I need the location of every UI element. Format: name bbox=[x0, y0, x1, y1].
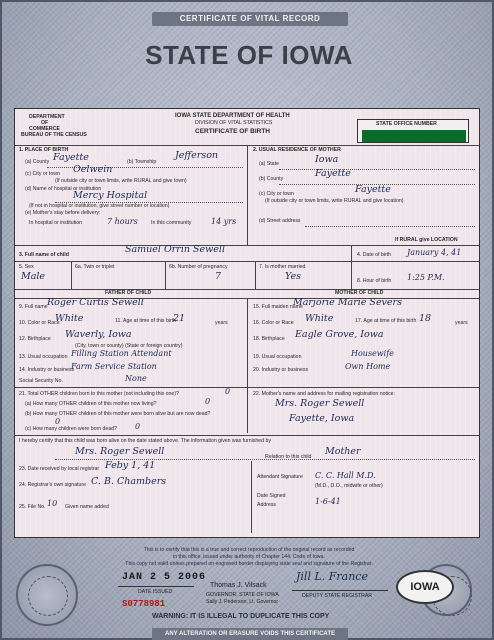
mother-industry: Own Home bbox=[345, 362, 391, 371]
informant-name: Mrs. Roger Sewell bbox=[75, 446, 165, 457]
birth-city-label: (c) City or town bbox=[25, 171, 60, 177]
iowa-badge: IOWA bbox=[396, 570, 454, 604]
in-hospital-value: 7 hours bbox=[107, 217, 138, 226]
mother-occupation: Housewife bbox=[351, 349, 394, 358]
dept-line-4: BUREAU OF THE CENSUS bbox=[21, 132, 87, 138]
stay-label: (e) Mother's stay before delivery: bbox=[25, 210, 101, 216]
document-title: CERTIFICATE OF BIRTH bbox=[195, 128, 270, 135]
attendant-label: Attendant Signature bbox=[257, 474, 303, 480]
file-number-label: 25. File No. bbox=[19, 504, 46, 510]
division-name: DIVISION OF VITAL STATISTICS bbox=[195, 120, 273, 126]
mother-name: Marjorie Marie Severs bbox=[293, 297, 402, 308]
date-issued-label: DATE ISSUED bbox=[138, 589, 173, 595]
father-birthplace-note: (City, town or county) (State or foreign country) bbox=[75, 343, 183, 349]
date-signed-label: Date Signed bbox=[257, 493, 286, 499]
father-industry: Farm Service Station bbox=[71, 362, 157, 371]
mother-age-label: 17. Age at time of this birth bbox=[355, 318, 417, 324]
in-community-label: In this community bbox=[151, 220, 192, 226]
child-name-label: 3. Full name of child bbox=[19, 252, 69, 258]
footer-line-3: This copy not valid unless prepared on engraved border displaying state seal and signature of the Registrar. bbox=[125, 561, 373, 567]
mother-age-unit: years bbox=[455, 320, 468, 326]
birth-date: January 4, 41 bbox=[407, 248, 462, 257]
children-total: 0 bbox=[225, 387, 231, 396]
place-of-birth-label: 1. PLACE OF BIRTH bbox=[19, 147, 69, 153]
pregnancy-order: 7 bbox=[215, 271, 222, 282]
mother-color: White bbox=[305, 313, 334, 324]
serial-number: S0778981 bbox=[122, 599, 166, 609]
county-label: (a) County bbox=[25, 159, 50, 165]
father-color-label: 10. Color or Race bbox=[19, 320, 60, 326]
given-name-label: Given name added bbox=[65, 504, 109, 510]
registrar-date-label: 23. Date received by local registrar bbox=[19, 466, 100, 472]
date-issued-stamp: JAN 2 5 2006 bbox=[122, 572, 207, 583]
father-ssn: None bbox=[125, 374, 147, 383]
children-dead-label: (b) How many OTHER children of this mother were born alive but are now dead? bbox=[25, 411, 211, 417]
residence-state-label: (a) State bbox=[259, 161, 279, 167]
mother-name-label: 15. Full maiden name bbox=[253, 304, 303, 310]
footer-line-2: in this office, issued under authority of Chapter 144, Code of Iowa. bbox=[173, 554, 325, 560]
certify-text: I hereby certify that this child was born alive on the date stated above. The information given was furnished by bbox=[19, 438, 271, 444]
stillborn: 0 bbox=[135, 422, 141, 431]
registrar-signature-label: 24. Registrar's own signature bbox=[19, 482, 87, 488]
lt-governor: Sally J. Pederson, Lt. Governor bbox=[206, 599, 279, 605]
mailing-line-1: Mrs. Roger Sewell bbox=[275, 398, 365, 409]
governor-title: GOVERNOR, STATE OF IOWA bbox=[206, 592, 279, 598]
father-birthplace: Waverly, Iowa bbox=[65, 329, 132, 340]
state-office-number-label: STATE OFFICE NUMBER bbox=[376, 121, 437, 127]
stillborn-label: (c) How many children were born dead? bbox=[25, 426, 117, 432]
attendant-note: (M.D., D.O., midwife or other) bbox=[315, 483, 383, 489]
attendant-address: 1-6-41 bbox=[315, 497, 341, 506]
pregnancy-order-label: 6b. Number of pregnancy bbox=[169, 264, 228, 270]
usual-residence-label: 2. USUAL RESIDENCE OF MOTHER bbox=[253, 147, 341, 153]
birth-township: Jefferson bbox=[175, 150, 219, 161]
mother-married-label: 7. Is mother married bbox=[259, 264, 306, 270]
father-age: 21 bbox=[173, 313, 186, 324]
state-title: STATE OF IOWA bbox=[145, 40, 353, 70]
mother-industry-label: 20. Industry or business bbox=[253, 367, 309, 373]
father-occupation-label: 13. Usual occupation bbox=[19, 354, 68, 360]
mother-birthplace: Eagle Grove, Iowa bbox=[295, 329, 384, 340]
rural-note: If RURAL give LOCATION bbox=[395, 237, 458, 243]
residence-county: Fayette bbox=[315, 168, 351, 179]
redaction-bar bbox=[362, 130, 466, 142]
birth-county: Fayette bbox=[53, 152, 89, 163]
state-seal-left bbox=[16, 564, 78, 626]
child-name: Samuel Orrin Sewell bbox=[125, 244, 225, 255]
registrar-title: DEPUTY STATE REGISTRAR bbox=[302, 593, 373, 599]
hospital-name: Mercy Hospital bbox=[73, 190, 148, 201]
in-community-value: 14 yrs bbox=[211, 217, 237, 226]
hospital-label: (d) Name of hospital or institution bbox=[25, 186, 102, 192]
father-ssn-label: Social Security No. bbox=[19, 378, 63, 384]
street-address-label: (d) Street address bbox=[259, 218, 301, 224]
warning-text: WARNING: IT IS ILLEGAL TO DUPLICATE THIS COPY bbox=[152, 613, 330, 620]
children-dead: 0 bbox=[55, 417, 61, 426]
hour-label: 8. Hour of birth bbox=[357, 278, 392, 284]
top-banner: CERTIFICATE OF VITAL RECORD bbox=[152, 12, 348, 26]
file-number: 10 bbox=[47, 499, 58, 508]
dept-line-1: DEPARTMENT bbox=[29, 114, 65, 120]
birth-hour: 1:25 P.M. bbox=[407, 273, 445, 282]
address-label: Address bbox=[257, 502, 277, 508]
dept-line-3: COMMERCE bbox=[29, 126, 60, 132]
mother-married: Yes bbox=[285, 271, 301, 282]
mother-section: MOTHER OF CHILD bbox=[335, 290, 384, 296]
relation-label: Relation to this child bbox=[265, 454, 312, 460]
footer-line-1: This is to certify that this is a true and correct reproduction of the original record as recorded bbox=[143, 547, 355, 553]
registrar-date: Feby 1, 41 bbox=[105, 460, 156, 471]
bottom-banner: ANY ALTERATION OR ERASURE VOIDS THIS CERTIFICATE bbox=[152, 628, 348, 640]
father-industry-label: 14. Industry or business bbox=[19, 367, 75, 373]
father-section: FATHER OF CHILD bbox=[105, 290, 152, 296]
child-sex: Male bbox=[21, 271, 46, 282]
registrar-signature: C. B. Chambers bbox=[91, 476, 167, 487]
dept-line-2: OF bbox=[41, 120, 49, 126]
mother-birthplace-label: 18. Birthplace bbox=[253, 336, 285, 342]
attendant-signature: C. C. Hall M.D. bbox=[315, 471, 376, 480]
mother-color-label: 16. Color or Race bbox=[253, 320, 294, 326]
governor-name: Thomas J. Vilsack bbox=[210, 582, 267, 589]
mailing-label: 22. Mother's name and address for mailing registration notice: bbox=[253, 391, 395, 397]
father-age-unit: years bbox=[215, 320, 228, 326]
residence-city-note: (If outside city or town limits, write RURAL and give location) bbox=[265, 198, 404, 204]
twin-label: 6a. Twin or triplet bbox=[75, 264, 115, 270]
deputy-registrar-signature: Jill L. France bbox=[296, 570, 368, 583]
residence-city: Fayette bbox=[355, 184, 391, 195]
father-color: White bbox=[55, 313, 84, 324]
residence-county-label: (b) County bbox=[259, 176, 284, 182]
sex-label: 5. Sex bbox=[19, 264, 34, 270]
birth-date-label: 4. Date of birth bbox=[357, 252, 392, 258]
father-name: Roger Curtis Sewell bbox=[47, 297, 144, 308]
children-living: 0 bbox=[205, 397, 211, 406]
in-hospital-label: In hospital or institution bbox=[29, 220, 83, 226]
children-living-label: (a) How many OTHER children of this mother now living? bbox=[25, 401, 157, 407]
children-total-label: 21. Total OTHER children born to this mother (not including this one)? bbox=[19, 391, 179, 397]
township-label: (b) Township bbox=[127, 159, 157, 165]
residence-state: Iowa bbox=[315, 154, 339, 165]
residence-city-label: (c) City or town bbox=[259, 191, 294, 197]
birth-city-note: (If outside city or town limits, write RURAL and give town) bbox=[55, 178, 187, 184]
state-office-number-box bbox=[357, 119, 469, 143]
certificate-form bbox=[14, 108, 480, 538]
father-occupation: Filling Station Attendant bbox=[71, 349, 172, 358]
mother-age: 18 bbox=[419, 313, 432, 324]
relation-value: Mother bbox=[325, 446, 361, 457]
mailing-line-2: Fayette, Iowa bbox=[289, 413, 355, 424]
father-age-label: 11. Age at time of this birth bbox=[115, 318, 177, 324]
hospital-note: (If not in hospital or institution, give street number or location) bbox=[29, 203, 170, 209]
father-name-label: 9. Full name bbox=[19, 304, 48, 310]
father-birthplace-label: 12. Birthplace bbox=[19, 336, 51, 342]
mother-occupation-label: 19. Usual occupation bbox=[253, 354, 302, 360]
birth-city: Oelwein bbox=[73, 164, 113, 175]
agency-name: IOWA STATE DEPARTMENT OF HEALTH bbox=[175, 113, 290, 119]
